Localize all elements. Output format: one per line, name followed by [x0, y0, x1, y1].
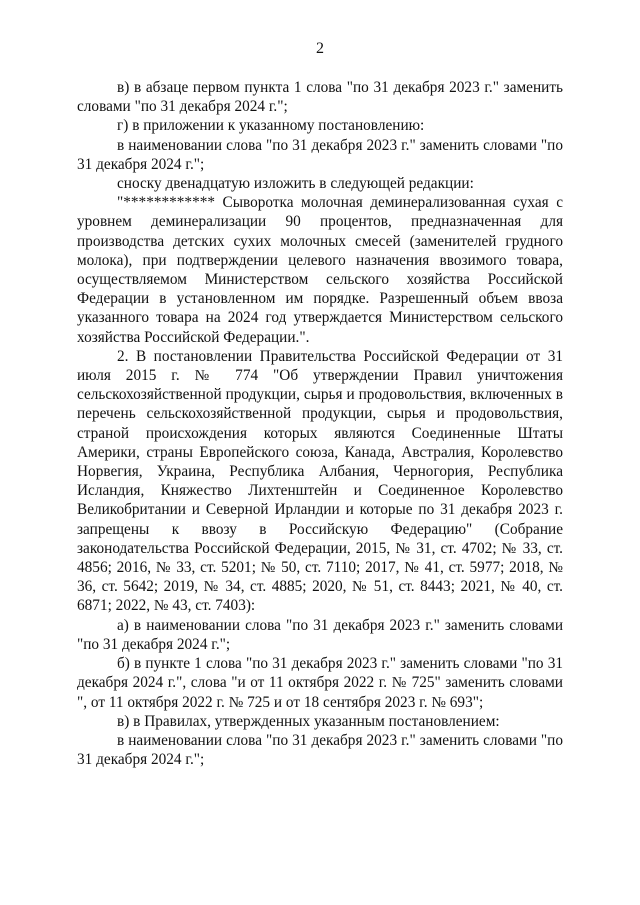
paragraph-footnote-text: "************ Сыворотка молочная деминерализованная сухая с уровнем деминерализации 90 процентов, предназначенная для производства детских сухих молочных смесей (заменителей грудного молока), при подтверждении целевого назначения ввозимого товара, осуществляемом Министерством сельского хозяйства Российской Федерации в установленном им порядке. Разрешенный объем ввоза указанного товара на 2024 год утверждается Министерством сельского хозяйства Российской Федерации.". — [77, 194, 563, 346]
paragraph-item-v-rules: в) в Правилах, утвержденных указанным постановлением: — [117, 712, 500, 730]
paragraph-rules-title-change: в наименовании слова "по 31 декабря 2023 г." заменить словами "по 31 декабря 2024 г."; — [77, 731, 563, 769]
paragraph-item-b: б) в пункте 1 слова "по 31 декабря 2023 г." заменить словами "по 31 декабря 2024 г.", слова "и от 11 октября 2022 г. № 725" заменить словами ", от 11 октября 2022 г. № 725 и от 18 сентября 2023 г. № 693"; — [77, 655, 563, 711]
paragraph-item-v: в) в абзаце первом пункта 1 слова "по 31 декабря 2023 г." заменить словами "по 31 декабря 2024 г."; — [77, 79, 563, 116]
paragraph-item-g: г) в приложении к указанному постановлению: — [117, 117, 425, 135]
page-number: 2 — [316, 40, 324, 57]
paragraph-section-2: 2. В постановлении Правительства Российской Федерации от 31 июля 2015 г. № 774 "Об утверждении Правил уничтожения сельскохозяйственной продукции, сырья и продовольствия, включенных в перечень сельскохозяйственной продукции, сырья и продовольствия, страной происхождения которых являются Соединенные Штаты Америки, страны Европейского союза, Канада, Австралия, Королевство Норвегия, Украина, Республика Албания, Черногория, Республика Исландия, Княжество Лихтенштейн и Соединенное Королевство Великобритании и Северной Ирландии и которые по 31 декабря 2023 г. запрещены к ввозу в Российскую Федерацию" (Собрание законодательства Российской Федерации, 2015, № 31, ст. 4702; № 33, ст. 4856; 2016, № 33, ст. 5201; № 50, ст. 7110; 2017, № 41, ст. 5977; 2018, № 36, ст. 5642; 2019, № 34, ст. 4885; 2020, № 51, ст. 8443; 2021, № 40, ст. 6871; 2022, № 43, ст. 7403): — [77, 347, 563, 615]
paragraph-footnote-intro: сноску двенадцатую изложить в следующей редакции: — [117, 175, 474, 193]
paragraph-title-change: в наименовании слова "по 31 декабря 2023 г." заменить словами "по 31 декабря 2024 г."; — [77, 136, 563, 173]
paragraph-item-a: а) в наименовании слова "по 31 декабря 2023 г." заменить словами "по 31 декабря 2024 г."; — [77, 616, 563, 653]
document-body — [77, 78, 563, 769]
